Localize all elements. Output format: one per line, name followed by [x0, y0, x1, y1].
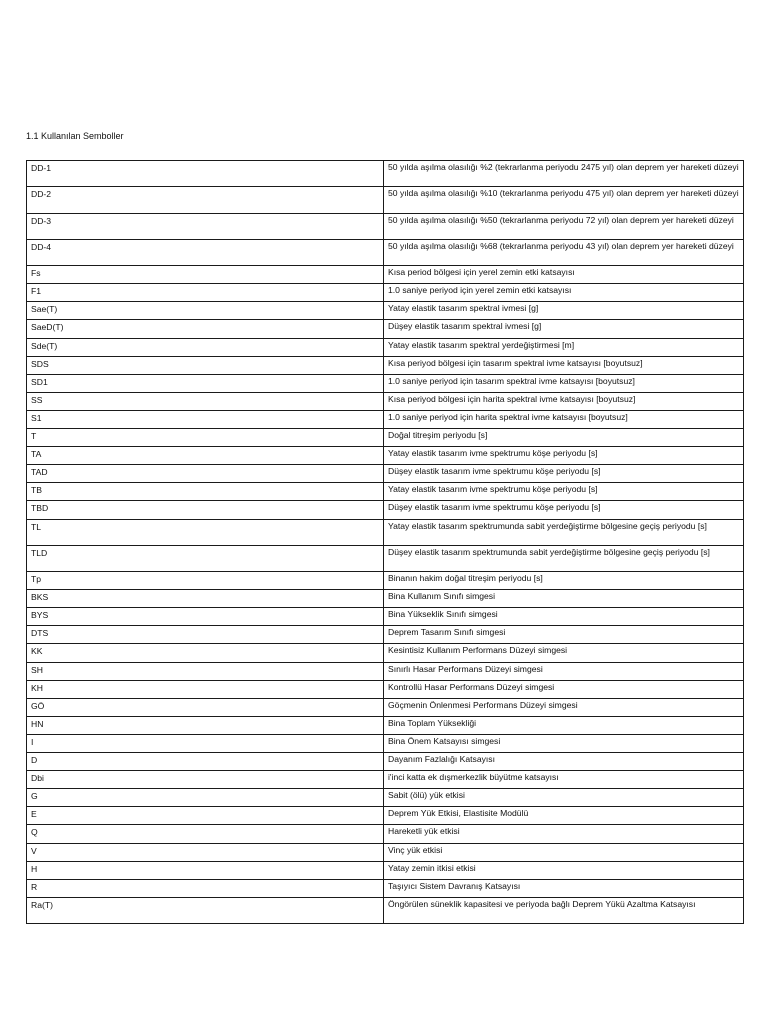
definition-cell: 1.0 saniye periyod için tasarım spektral ivme katsayısı [boyutsuz]: [384, 374, 744, 392]
definition-cell: i'inci katta ek dışmerkezlik büyütme katsayısı: [384, 771, 744, 789]
table-row: [27, 789, 744, 807]
table-row: [27, 320, 744, 338]
definition-cell: Yatay elastik tasarım spektrumunda sabit yerdeğiştirme bölgesine geçiş periyodu [s]: [384, 519, 744, 545]
table-row: [27, 897, 744, 923]
symbol-cell: SS: [27, 392, 384, 410]
definition-cell: Yatay elastik tasarım ivme spektrumu köşe periyodu [s]: [384, 483, 744, 501]
definition-cell: Vinç yük etkisi: [384, 843, 744, 861]
table-row: [27, 187, 744, 213]
table-row: [27, 861, 744, 879]
table-row: [27, 626, 744, 644]
symbol-cell: H: [27, 861, 384, 879]
symbol-cell: TBD: [27, 501, 384, 519]
definition-cell: Deprem Yük Etkisi, Elastisite Modülü: [384, 807, 744, 825]
symbol-cell: G: [27, 789, 384, 807]
table-row: [27, 771, 744, 789]
symbol-cell: GÖ: [27, 698, 384, 716]
symbol-cell: TB: [27, 483, 384, 501]
table-row: [27, 447, 744, 465]
symbol-cell: D: [27, 753, 384, 771]
definition-cell: Yatay zemin itkisi etkisi: [384, 861, 744, 879]
symbol-cell: Fs: [27, 266, 384, 284]
definition-cell: 50 yılda aşılma olasılığı %2 (tekrarlanma periyodu 2475 yıl) olan deprem yer hareketi düzeyi: [384, 161, 744, 187]
symbol-cell: HN: [27, 716, 384, 734]
definition-cell: Sınırlı Hasar Performans Düzeyi simgesi: [384, 662, 744, 680]
symbols-table-body: [27, 161, 744, 924]
table-row: [27, 239, 744, 265]
symbol-cell: KH: [27, 680, 384, 698]
definition-cell: Yatay elastik tasarım spektral ivmesi [g]: [384, 302, 744, 320]
table-row: [27, 716, 744, 734]
definition-cell: Bina Toplam Yüksekliği: [384, 716, 744, 734]
table-row: [27, 284, 744, 302]
definition-cell: Öngörülen süneklik kapasitesi ve periyoda bağlı Deprem Yükü Azaltma Katsayısı: [384, 897, 744, 923]
symbol-cell: SaeD(T): [27, 320, 384, 338]
table-row: [27, 465, 744, 483]
symbol-cell: Ra(T): [27, 897, 384, 923]
definition-cell: Kısa periyod bölgesi için tasarım spektral ivme katsayısı [boyutsuz]: [384, 356, 744, 374]
definition-cell: Bina Kullanım Sınıfı simgesi: [384, 590, 744, 608]
symbol-cell: SDS: [27, 356, 384, 374]
table-row: [27, 680, 744, 698]
table-row: [27, 483, 744, 501]
definition-cell: 50 yılda aşılma olasılığı %68 (tekrarlanma periyodu 43 yıl) olan deprem yer hareketi düzeyi: [384, 239, 744, 265]
symbol-cell: T: [27, 429, 384, 447]
symbol-cell: F1: [27, 284, 384, 302]
symbol-cell: Q: [27, 825, 384, 843]
symbol-cell: DD-3: [27, 213, 384, 239]
table-row: [27, 429, 744, 447]
table-row: [27, 519, 744, 545]
table-row: [27, 501, 744, 519]
symbol-cell: DD-4: [27, 239, 384, 265]
symbol-cell: BYS: [27, 608, 384, 626]
table-row: [27, 734, 744, 752]
section-title: 1.1 Kullanılan Semboller: [26, 131, 124, 141]
definition-cell: Sabit (ölü) yük etkisi: [384, 789, 744, 807]
definition-cell: Düşey elastik tasarım spektrumunda sabit yerdeğiştirme bölgesine geçiş periyodu [s]: [384, 545, 744, 571]
symbol-cell: DTS: [27, 626, 384, 644]
table-row: [27, 644, 744, 662]
definition-cell: 1.0 saniye periyod için harita spektral ivme katsayısı [boyutsuz]: [384, 410, 744, 428]
definition-cell: Yatay elastik tasarım spektral yerdeğiştirmesi [m]: [384, 338, 744, 356]
symbol-cell: V: [27, 843, 384, 861]
definition-cell: Kontrollü Hasar Performans Düzeyi simgesi: [384, 680, 744, 698]
table-row: [27, 590, 744, 608]
definition-cell: Hareketli yük etkisi: [384, 825, 744, 843]
symbol-cell: S1: [27, 410, 384, 428]
symbol-cell: TL: [27, 519, 384, 545]
table-row: [27, 161, 744, 187]
table-row: [27, 843, 744, 861]
table-row: [27, 807, 744, 825]
table-row: [27, 572, 744, 590]
table-row: [27, 545, 744, 571]
table-row: [27, 825, 744, 843]
definition-cell: Deprem Tasarım Sınıfı simgesi: [384, 626, 744, 644]
definition-cell: Kısa period bölgesi için yerel zemin etki katsayısı: [384, 266, 744, 284]
symbols-table: [26, 160, 744, 924]
table-row: [27, 356, 744, 374]
definition-cell: Göçmenin Önlenmesi Performans Düzeyi simgesi: [384, 698, 744, 716]
symbol-cell: R: [27, 879, 384, 897]
definition-cell: Dayanım Fazlalığı Katsayısı: [384, 753, 744, 771]
symbol-cell: I: [27, 734, 384, 752]
definition-cell: Taşıyıcı Sistem Davranış Katsayısı: [384, 879, 744, 897]
table-row: [27, 392, 744, 410]
symbol-cell: TLD: [27, 545, 384, 571]
definition-cell: Düşey elastik tasarım ivme spektrumu köşe periyodu [s]: [384, 465, 744, 483]
definition-cell: Bina Önem Katsayısı simgesi: [384, 734, 744, 752]
symbol-cell: KK: [27, 644, 384, 662]
definition-cell: Doğal titreşim periyodu [s]: [384, 429, 744, 447]
symbol-cell: Dbi: [27, 771, 384, 789]
definition-cell: Binanın hakim doğal titreşim periyodu [s]: [384, 572, 744, 590]
table-row: [27, 338, 744, 356]
table-row: [27, 879, 744, 897]
definition-cell: Yatay elastik tasarım ivme spektrumu köşe periyodu [s]: [384, 447, 744, 465]
symbol-cell: Sae(T): [27, 302, 384, 320]
symbol-cell: SH: [27, 662, 384, 680]
table-row: [27, 662, 744, 680]
table-row: [27, 410, 744, 428]
definition-cell: Düşey elastik tasarım spektral ivmesi [g]: [384, 320, 744, 338]
definition-cell: Kesintisiz Kullanım Performans Düzeyi simgesi: [384, 644, 744, 662]
definition-cell: 1.0 saniye periyod için yerel zemin etki katsayısı: [384, 284, 744, 302]
symbol-cell: TA: [27, 447, 384, 465]
table-row: [27, 753, 744, 771]
table-row: [27, 374, 744, 392]
symbol-cell: DD-2: [27, 187, 384, 213]
symbol-cell: Sde(T): [27, 338, 384, 356]
definition-cell: 50 yılda aşılma olasılığı %50 (tekrarlanma periyodu 72 yıl) olan deprem yer hareketi düzeyi: [384, 213, 744, 239]
symbol-cell: TAD: [27, 465, 384, 483]
symbol-cell: Tp: [27, 572, 384, 590]
definition-cell: Kısa periyod bölgesi için harita spektral ivme katsayısı [boyutsuz]: [384, 392, 744, 410]
symbol-cell: DD-1: [27, 161, 384, 187]
definition-cell: 50 yılda aşılma olasılığı %10 (tekrarlanma periyodu 475 yıl) olan deprem yer hareketi düzeyi: [384, 187, 744, 213]
table-row: [27, 698, 744, 716]
table-row: [27, 302, 744, 320]
symbol-cell: BKS: [27, 590, 384, 608]
definition-cell: Düşey elastik tasarım ivme spektrumu köşe periyodu [s]: [384, 501, 744, 519]
definition-cell: Bina Yükseklik Sınıfı simgesi: [384, 608, 744, 626]
table-row: [27, 608, 744, 626]
table-row: [27, 213, 744, 239]
table-row: [27, 266, 744, 284]
symbol-cell: E: [27, 807, 384, 825]
symbol-cell: SD1: [27, 374, 384, 392]
